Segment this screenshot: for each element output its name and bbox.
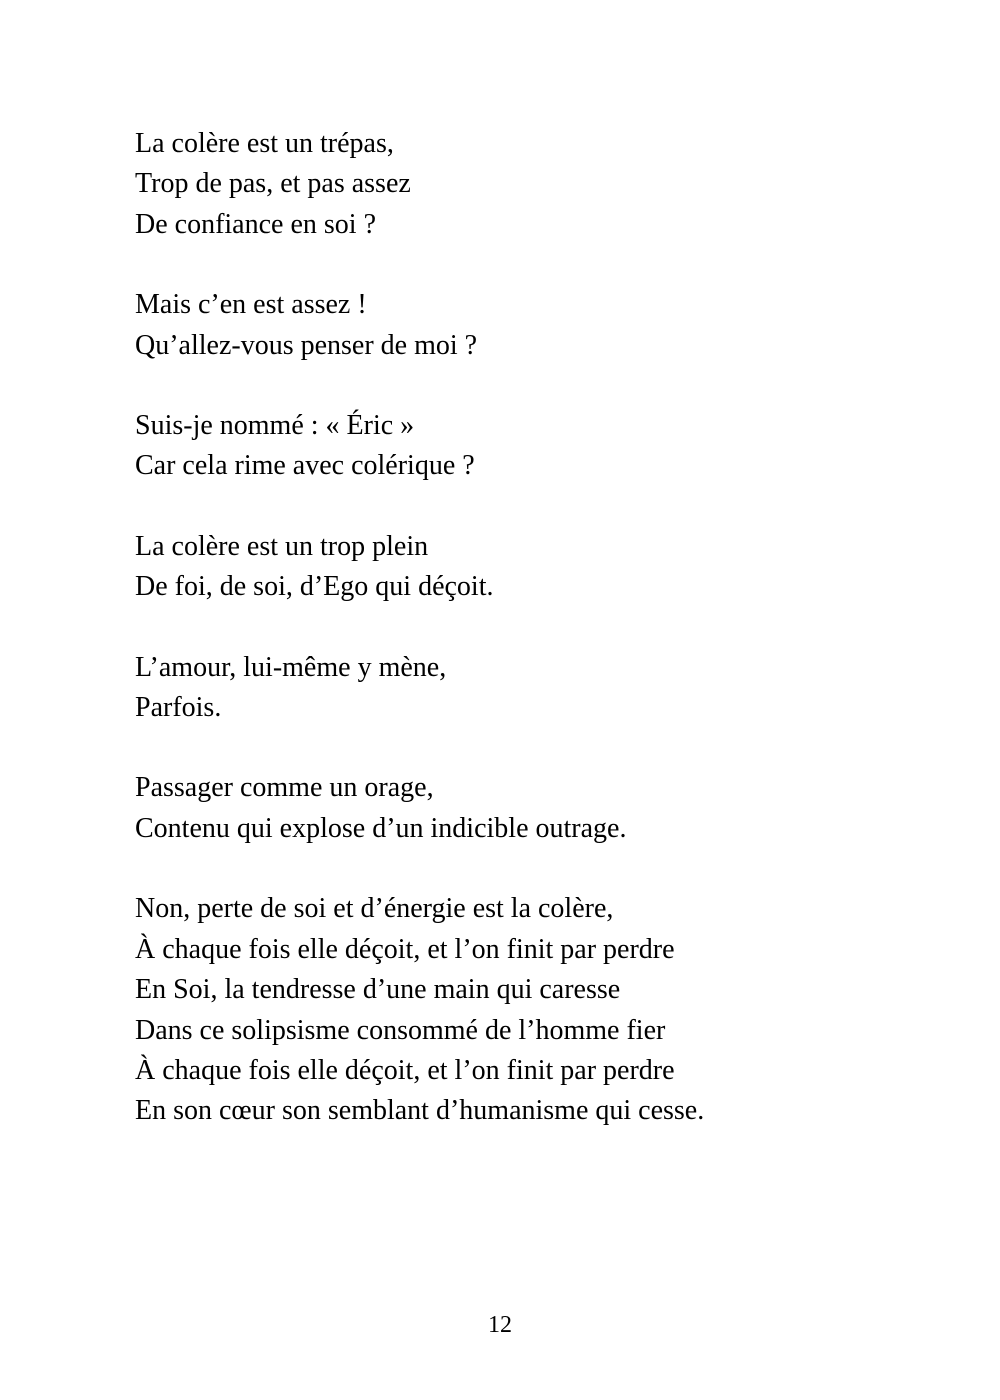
stanza-1 [135,124,915,245]
poem-line: De foi, de soi, d’Ego qui déçoit. [135,571,494,603]
poem-line: Dans ce solipsisme consommé de l’homme fier [135,1014,666,1046]
stanza-6 [135,768,915,849]
poem-line: Contenu qui explose d’un indicible outrage. [135,812,627,844]
poem [135,124,915,1172]
page-number: 12 [488,1312,512,1338]
poem-line: Trop de pas, et pas assez [135,168,411,200]
stanza-3 [135,406,915,487]
poem-line: Passager comme un orage, [135,772,434,804]
poem-line: En son cœur son semblant d’humanisme qui cesse. [135,1095,705,1127]
poem-line: Parfois. [135,692,222,724]
poem-line: De confiance en soi ? [135,208,376,240]
stanza-4 [135,527,915,608]
poem-line: Qu’allez-vous penser de moi ? [135,329,478,361]
poem-line: Car cela rime avec colérique ? [135,450,475,482]
poem-line: Mais c’en est assez ! [135,289,367,321]
stanza-2 [135,285,915,366]
poem-line: La colère est un trépas, [135,128,394,159]
poem-line: L’amour, lui-même y mène, [135,651,447,683]
stanza-5 [135,648,915,729]
poem-line: En Soi, la tendresse d’une main qui caresse [135,974,621,1006]
poem-line: Non, perte de soi et d’énergie est la colère, [135,893,614,925]
stanza-7 [135,889,915,1131]
poem-line: Suis-je nommé : « Éric » [135,410,415,442]
poem-line: À chaque fois elle déçoit, et l’on finit par perdre [135,933,675,965]
poem-line: La colère est un trop plein [135,530,429,562]
poem-line: À chaque fois elle déçoit, et l’on finit par perdre [135,1054,675,1086]
